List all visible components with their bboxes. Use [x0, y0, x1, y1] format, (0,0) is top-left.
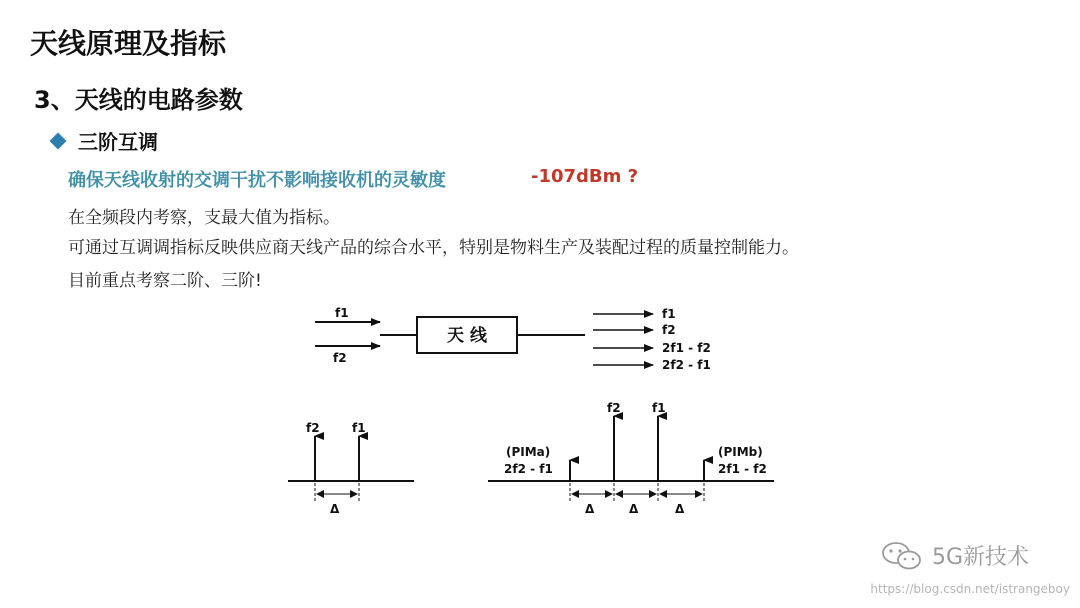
pim-a-label: (PIMa)	[506, 445, 551, 459]
right-tone-label-f2: f2	[607, 401, 621, 415]
block-diagram	[315, 306, 711, 372]
pim-b-freq-label: 2f1 - f2	[718, 462, 767, 476]
page-title: 天线原理及指标	[30, 27, 227, 60]
highlight-text: 确保天线收射的交调干扰不影响接收机的灵敏度	[68, 170, 446, 191]
output-label-f2: f2	[662, 323, 676, 337]
antenna-box-label: 天 线	[447, 326, 487, 346]
source-url-watermark: https://blog.csdn.net/istrangeboy	[870, 582, 1070, 596]
right-spectrum	[488, 401, 774, 516]
watermark	[880, 540, 1029, 571]
output-label-2f2-f1: 2f2 - f1	[662, 358, 711, 372]
sensitivity-value: -107dBm ?	[531, 166, 639, 187]
watermark-text: 5G新技术	[932, 545, 1030, 570]
right-delta-label-2: Δ	[629, 502, 639, 516]
body-line-3: 目前重点考察二阶、三阶!	[68, 271, 262, 291]
right-delta-label-1: Δ	[585, 502, 595, 516]
input-label-f1: f1	[335, 306, 349, 320]
output-label-f1: f1	[662, 307, 676, 321]
left-spectrum	[288, 421, 414, 516]
output-label-2f1-f2: 2f1 - f2	[662, 341, 711, 355]
input-label-f2: f2	[333, 351, 347, 365]
right-delta-label-3: Δ	[675, 502, 685, 516]
right-tone-label-f1: f1	[652, 401, 666, 415]
bullet-label: 三阶互调	[78, 130, 158, 154]
pim-b-label: (PIMb)	[718, 445, 763, 459]
left-delta-label: Δ	[330, 502, 340, 516]
section-heading: 3、天线的电路参数	[34, 86, 243, 114]
wechat-icon	[880, 541, 924, 571]
pim-a-freq-label: 2f2 - f1	[504, 462, 553, 476]
left-tone-label-f1: f1	[352, 421, 366, 435]
body-line-1: 在全频段内考察，支最大值为指标。	[68, 208, 340, 228]
left-tone-label-f2: f2	[306, 421, 320, 435]
body-line-2: 可通过互调调指标反映供应商天线产品的综合水平，特别是物料生产及装配过程的质量控制能力。	[68, 238, 799, 258]
